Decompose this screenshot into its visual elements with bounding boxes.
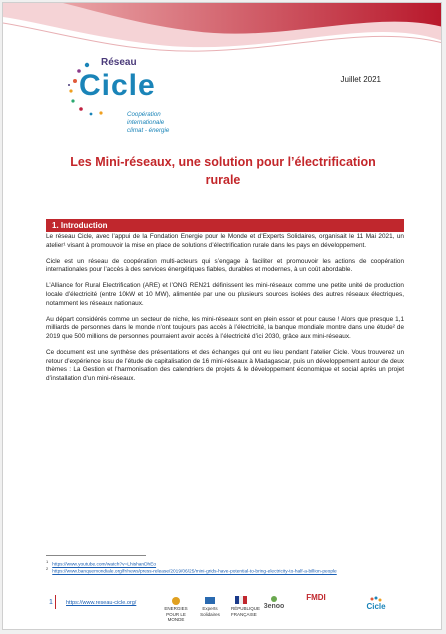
flag-icon — [234, 595, 250, 605]
partner-label: FMDI — [306, 593, 326, 602]
logo-tagline-line: climat - énergie — [127, 127, 170, 134]
page-number: 1 — [49, 599, 53, 606]
footer-website-link[interactable]: https://www.reseau-cicle.org/ — [66, 600, 137, 606]
logo-big-text: Cicle — [79, 69, 156, 102]
paragraph: Cicle est un réseau de coopération multi-acteurs qui s’engage à faciliter et promouvoir les actions de coopération internationales pour l’accès à des services énergétiques fiables, durables et modernes, à un coût abordable. — [46, 257, 404, 274]
cicle-logo — [61, 51, 201, 166]
body-text — [46, 233, 404, 391]
footnote-divider — [46, 555, 146, 556]
paragraph: Ce document est une synthèse des présentations et des échanges qui ont eu lieu pendant l’atelier Cicle. Vous trouverez un retour d’expérience issu de l’étude de capitalisation de 16 mini-réseaux à Madagascar, puis un développement autour de deux thèmes : La Gestion et l’harmonisation des calendriers de projets & le développement économique et social après un projet d’installation d’un mini-réseaux. — [46, 348, 404, 382]
partner-logo-cicle — [358, 595, 394, 610]
partner-logo-republique — [231, 595, 261, 617]
document-date: Juillet 2021 — [340, 75, 381, 84]
document-title — [33, 153, 413, 189]
footnote — [46, 566, 404, 576]
footnote-link[interactable]: https://www.youtube.com/watch?v=LhishanDhEo — [52, 562, 157, 568]
footnote-number: 1 — [46, 559, 49, 564]
footnote-link[interactable]: https://www.banquemondiale.org/fr/news/press-release/2019/06/25/mini-grids-have-potential-to-bring-electricity-to-half-a-billion-people — [52, 569, 337, 575]
sun-icon — [169, 595, 183, 605]
partner-label: Cicle — [366, 602, 386, 611]
title-line: Les Mini-réseaux, une solution pour l’électrification — [70, 155, 376, 169]
footnote-number: 2 — [46, 566, 49, 571]
document-page — [2, 2, 442, 630]
logo-tagline-line: Coopération — [127, 111, 161, 118]
title-line: rurale — [205, 173, 241, 187]
logo-tagline — [127, 111, 169, 135]
partner-label: Experts Solidaires — [200, 606, 220, 617]
partner-label: ENERGIES POUR LE MONDE — [164, 606, 188, 622]
paragraph: Au départ considérés comme un secteur de niche, les mini-réseaux sont en plein essor et pour cause ! Alors que presque 1,1 milliards de personnes dans le monde n’ont toujours pas accès à l’électricité, la banque mondiale montre dans une étude² de 2019 que 500 millions de personnes pourraient avoir accès à l’électricité d’ici 2030, grâce aux mini-réseaux. — [46, 315, 404, 340]
logo-small-text: Réseau — [101, 57, 137, 68]
paragraph: Le réseau Cicle, avec l’appui de la Fondation Energie pour le Monde et d’Experts Solidaires, organisait le 11 Mai 2021, un atelier¹ visant à promouvoir la mise en place de solutions d’électrification rurale dans les pays en développement. — [46, 233, 404, 249]
experts-icon — [203, 595, 217, 605]
paragraph: L’Alliance for Rural Electrification (ARE) et l’ONG REN21 définissent les mini-réseaux comme une petite unité de production locale d’électricité (entre 10kW et 10 MW), alimentée par une ou plusieurs sources isolées des autres réseaux électriques, notamment les réseaux nationaux. — [46, 282, 404, 307]
partner-logo-3enoo — [261, 595, 287, 610]
partner-logo-fmdi — [301, 595, 331, 601]
partner-label: RÉPUBLIQUE FRANÇAISE — [231, 606, 261, 617]
partner-logo-experts — [195, 595, 225, 617]
section-heading: 1. Introduction — [46, 219, 404, 232]
partner-label: 3enoo — [263, 603, 285, 610]
logo-tagline-line: internationale — [127, 119, 165, 126]
3enoo-icon — [267, 595, 281, 603]
footer-divider — [55, 595, 56, 609]
partner-logo-energies — [163, 595, 189, 623]
